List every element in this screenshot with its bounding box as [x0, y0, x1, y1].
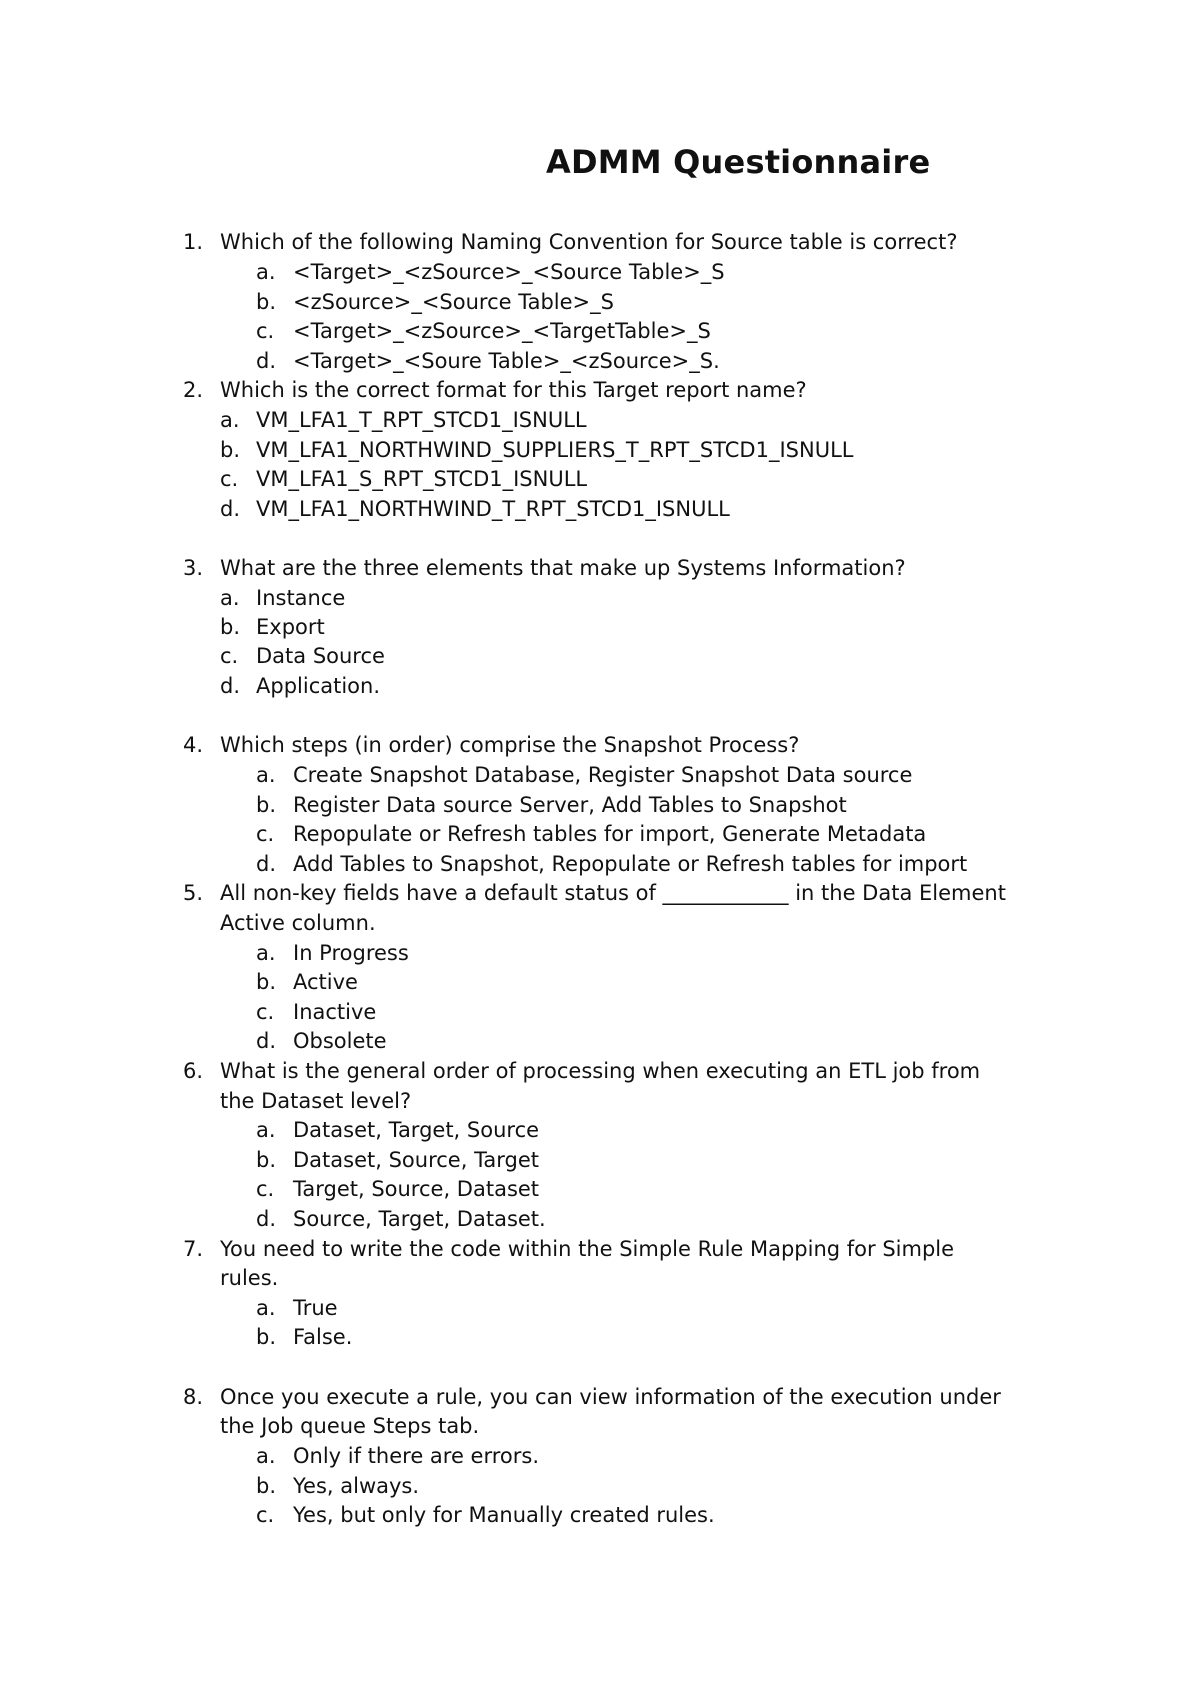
- option-5a: [0, 938, 1200, 968]
- option-label: d.: [256, 349, 277, 373]
- option-label: a.: [256, 1444, 276, 1468]
- option-6d: [0, 1204, 1200, 1234]
- question-number: 2.: [183, 378, 204, 402]
- question-text: Once you execute a rule, you can view information of the execution under: [220, 1385, 1001, 1409]
- option-text: Obsolete: [293, 1029, 387, 1053]
- option-text: Dataset, Source, Target: [293, 1148, 540, 1172]
- question-6-continued: [0, 1086, 1200, 1116]
- question-number: 8.: [183, 1385, 204, 1409]
- question-text: What is the general order of processing when executing an ETL job from: [220, 1059, 981, 1083]
- option-4d: [0, 849, 1200, 879]
- option-label: d.: [256, 1029, 277, 1053]
- option-text: Create Snapshot Database, Register Snapshot Data source: [293, 763, 913, 787]
- option-text: Source, Target, Dataset.: [293, 1207, 546, 1231]
- question-number: 7.: [183, 1237, 204, 1261]
- question-text: Which is the correct format for this Target report name?: [220, 378, 807, 402]
- option-label: c.: [256, 319, 275, 343]
- option-8b: [0, 1471, 1200, 1501]
- option-text: Yes, but only for Manually created rules.: [293, 1503, 715, 1527]
- option-label: a.: [220, 586, 240, 610]
- option-4b: [0, 790, 1200, 820]
- option-label: b.: [220, 615, 241, 639]
- option-label: a.: [256, 941, 276, 965]
- option-6b: [0, 1145, 1200, 1175]
- option-text: Target, Source, Dataset: [293, 1177, 540, 1201]
- question-text: rules.: [220, 1266, 279, 1290]
- option-4c: [0, 819, 1200, 849]
- option-text: True: [293, 1296, 338, 1320]
- question-text: You need to write the code within the Simple Rule Mapping for Simple: [220, 1237, 955, 1261]
- option-text: Active: [293, 970, 358, 994]
- option-label: b.: [256, 290, 277, 314]
- option-label: b.: [220, 438, 241, 462]
- question-text: Which of the following Naming Convention for Source table is correct?: [220, 230, 958, 254]
- option-2d: [0, 494, 1200, 524]
- option-3b: [0, 612, 1200, 642]
- option-label: d.: [220, 497, 241, 521]
- question-2: [0, 375, 1200, 405]
- question-3: [0, 553, 1200, 583]
- option-label: a.: [256, 260, 276, 284]
- question-text: Active column.: [220, 911, 376, 935]
- question-1: [0, 227, 1200, 257]
- option-8c: [0, 1500, 1200, 1530]
- option-text: <Target>_<zSource>_<Source Table>_S: [293, 260, 725, 284]
- option-text: Instance: [256, 586, 346, 610]
- option-label: c.: [256, 1177, 275, 1201]
- option-1d: [0, 346, 1200, 376]
- option-text: Only if there are errors.: [293, 1444, 540, 1468]
- question-number: 5.: [183, 881, 204, 905]
- option-2b: [0, 435, 1200, 465]
- option-label: c.: [256, 1503, 275, 1527]
- option-label: b.: [256, 1148, 277, 1172]
- option-label: a.: [220, 408, 240, 432]
- question-text: Which steps (in order) comprise the Snapshot Process?: [220, 733, 800, 757]
- option-5d: [0, 1026, 1200, 1056]
- question-5: [0, 878, 1200, 908]
- option-6a: [0, 1115, 1200, 1145]
- option-1a: [0, 257, 1200, 287]
- question-text: the Dataset level?: [220, 1089, 412, 1113]
- question-7-continued: [0, 1263, 1200, 1293]
- option-text: <Target>_<zSource>_<TargetTable>_S: [293, 319, 711, 343]
- option-text: Yes, always.: [293, 1474, 420, 1498]
- option-label: d.: [220, 674, 241, 698]
- option-text: False.: [293, 1325, 353, 1349]
- question-6: [0, 1056, 1200, 1086]
- question-number: 6.: [183, 1059, 204, 1083]
- option-7a: [0, 1293, 1200, 1323]
- option-text: Data Source: [256, 644, 385, 668]
- option-2a: [0, 405, 1200, 435]
- option-text: VM_LFA1_T_RPT_STCD1_ISNULL: [256, 408, 587, 432]
- question-5-continued: [0, 908, 1200, 938]
- option-2c: [0, 464, 1200, 494]
- question-text: All non-key fields have a default status of ____________ in the Data Element: [220, 881, 1006, 905]
- option-4a: [0, 760, 1200, 790]
- option-text: Repopulate or Refresh tables for import, Generate Metadata: [293, 822, 927, 846]
- option-text: VM_LFA1_NORTHWIND_SUPPLIERS_T_RPT_STCD1_ISNULL: [256, 438, 854, 462]
- page-title: ADMM Questionnaire: [546, 143, 931, 181]
- question-7: [0, 1234, 1200, 1264]
- question-8-continued: [0, 1411, 1200, 1441]
- question-number: 4.: [183, 733, 204, 757]
- option-5b: [0, 967, 1200, 997]
- option-label: c.: [256, 1000, 275, 1024]
- question-text: the Job queue Steps tab.: [220, 1414, 480, 1438]
- option-text: <Target>_<Soure Table>_<zSource>_S.: [293, 349, 720, 373]
- question-text: What are the three elements that make up Systems Information?: [220, 556, 906, 580]
- option-text: VM_LFA1_S_RPT_STCD1_ISNULL: [256, 467, 588, 491]
- option-label: c.: [256, 822, 275, 846]
- option-8a: [0, 1441, 1200, 1471]
- option-label: c.: [220, 644, 239, 668]
- option-text: Add Tables to Snapshot, Repopulate or Refresh tables for import: [293, 852, 968, 876]
- question-8: [0, 1382, 1200, 1412]
- option-label: b.: [256, 1474, 277, 1498]
- option-5c: [0, 997, 1200, 1027]
- option-text: Register Data source Server, Add Tables to Snapshot: [293, 793, 847, 817]
- option-label: a.: [256, 1296, 276, 1320]
- option-label: a.: [256, 1118, 276, 1142]
- option-1c: [0, 316, 1200, 346]
- option-3a: [0, 583, 1200, 613]
- option-label: c.: [220, 467, 239, 491]
- option-1b: [0, 287, 1200, 317]
- option-label: b.: [256, 970, 277, 994]
- question-number: 3.: [183, 556, 204, 580]
- option-7b: [0, 1322, 1200, 1352]
- option-6c: [0, 1174, 1200, 1204]
- option-text: Dataset, Target, Source: [293, 1118, 540, 1142]
- option-text: VM_LFA1_NORTHWIND_T_RPT_STCD1_ISNULL: [256, 497, 730, 521]
- option-label: a.: [256, 763, 276, 787]
- question-4: [0, 730, 1200, 760]
- option-label: d.: [256, 1207, 277, 1231]
- option-label: b.: [256, 1325, 277, 1349]
- option-label: b.: [256, 793, 277, 817]
- option-text: Inactive: [293, 1000, 377, 1024]
- question-number: 1.: [183, 230, 204, 254]
- option-label: d.: [256, 852, 277, 876]
- option-text: In Progress: [293, 941, 409, 965]
- option-text: <zSource>_<Source Table>_S: [293, 290, 614, 314]
- option-text: Export: [256, 615, 325, 639]
- option-3d: [0, 671, 1200, 701]
- option-3c: [0, 641, 1200, 671]
- option-text: Application.: [256, 674, 381, 698]
